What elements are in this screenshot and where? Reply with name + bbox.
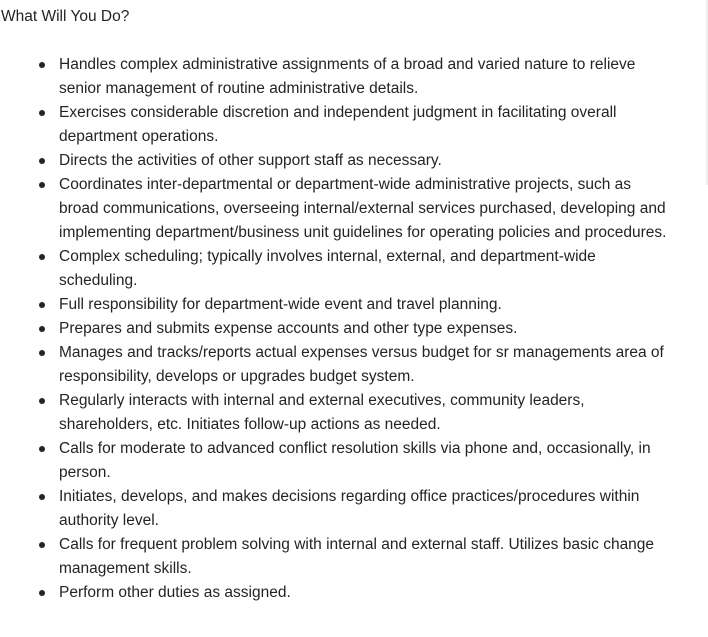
bullet-icon (39, 158, 45, 164)
duty-text: Exercises considerable discretion and independent judgment in facilitating overall department operations. (59, 104, 617, 145)
duty-item (0, 149, 670, 173)
duty-item (0, 581, 670, 605)
duty-item (0, 437, 670, 485)
duty-text: Full responsibility for department-wide event and travel planning. (59, 296, 502, 313)
duty-text: Directs the activities of other support staff as necessary. (59, 152, 442, 169)
section-heading: What Will You Do? (1, 8, 130, 25)
bullet-icon (39, 590, 45, 596)
duty-text: Handles complex administrative assignments of a broad and varied nature to relieve senior management of routine administrative details. (59, 56, 636, 97)
bullet-icon (39, 182, 45, 188)
duty-item (0, 533, 670, 581)
duty-item (0, 101, 670, 149)
duty-text: Coordinates inter-departmental or department-wide administrative projects, such as broad communications, overseeing internal/external services purchased, developing and implementing department/business unit guidelines for operating policies and procedures. (59, 176, 667, 241)
duties-list (0, 53, 670, 605)
bullet-icon (39, 542, 45, 548)
duty-text: Regularly interacts with internal and external executives, community leaders, shareholders, etc. Initiates follow-up actions as needed. (59, 392, 585, 433)
bullet-icon (39, 326, 45, 332)
duty-item (0, 245, 670, 293)
bullet-icon (39, 350, 45, 356)
duty-text: Manages and tracks/reports actual expenses versus budget for sr managements area of responsibility, develops or upgrades budget system. (59, 344, 664, 385)
bullet-icon (39, 62, 45, 68)
duty-item (0, 173, 670, 245)
bullet-icon (39, 254, 45, 260)
duty-item (0, 317, 670, 341)
duty-text: Calls for frequent problem solving with internal and external staff. Utilizes basic change management skills. (59, 536, 655, 577)
duty-item (0, 389, 670, 437)
bullet-icon (39, 398, 45, 404)
duty-item (0, 341, 670, 389)
duty-item (0, 293, 670, 317)
bullet-icon (39, 110, 45, 116)
duty-text: Perform other duties as assigned. (59, 584, 291, 601)
bullet-icon (39, 494, 45, 500)
duty-text: Initiates, develops, and makes decisions regarding office practices/procedures within authority level. (59, 488, 640, 529)
duty-item (0, 485, 670, 533)
duty-text: Complex scheduling; typically involves internal, external, and department-wide scheduling. (59, 248, 596, 289)
duty-item (0, 53, 670, 101)
duty-text: Prepares and submits expense accounts and other type expenses. (59, 320, 518, 337)
duty-text: Calls for moderate to advanced conflict resolution skills via phone and, occasionally, in person. (59, 440, 651, 481)
bullet-icon (39, 302, 45, 308)
bullet-icon (39, 446, 45, 452)
